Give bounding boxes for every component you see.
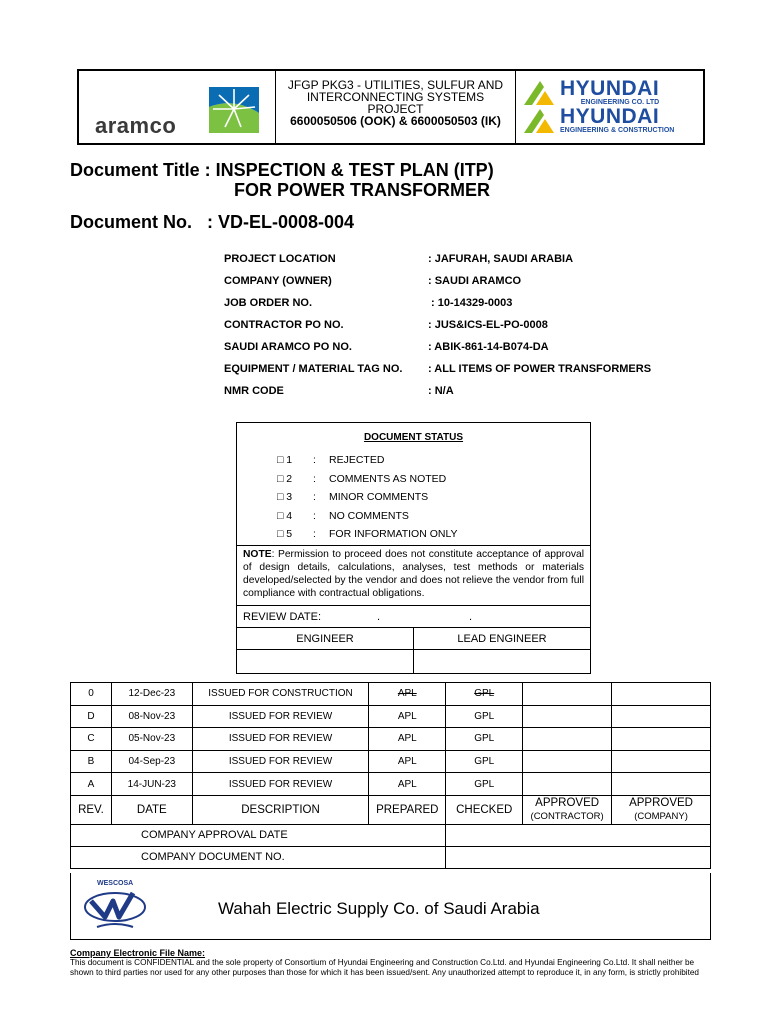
info-row: SAUDI ARAMCO PO NO. : ABIK-861-14-B074-DA (224, 341, 549, 353)
note-text: : Permission to proceed does not constitute acceptance of approval of design details, calculations, analyses, test methods or materials developed/selected by the vendor and does not relieve the vendor from full compliance with contractual obligations. (243, 549, 584, 599)
hyundai-construction-logo: HYUNDAI ENGINEERING & CONSTRUCTION (524, 107, 674, 134)
status-options (277, 451, 590, 544)
review-date-row (237, 605, 590, 627)
review-date-label: REVIEW DATE: (243, 610, 322, 623)
status-option-minor-comments[interactable]: □ 3 : MINOR COMMENTS (277, 491, 429, 504)
checkbox-icon[interactable]: □ 4 (277, 509, 293, 522)
document-number: Document No. : VD-EL-0008-004 (70, 212, 355, 232)
hyundai-triangle-icon (524, 79, 556, 105)
vendor-block (70, 873, 711, 940)
revision-table (70, 682, 711, 869)
table-row: C 05-Nov-23 ISSUED FOR REVIEW APL GPL (71, 728, 711, 751)
document-title (70, 160, 494, 200)
company-document-no-label: COMPANY DOCUMENT NO. (71, 846, 446, 868)
review-date-separator: . (469, 610, 473, 623)
project-title-cell (276, 71, 516, 143)
signature-row (237, 627, 590, 674)
company-approval-date-value[interactable] (446, 824, 711, 846)
wescosa-wordmark: WESCOSA (97, 880, 134, 887)
checkbox-icon[interactable]: □ 1 (277, 454, 293, 467)
info-row: COMPANY (OWNER) : SAUDI ARAMCO (224, 275, 522, 287)
company-document-no-row (71, 846, 711, 868)
status-option-comments-as-noted[interactable]: □ 2 : COMMENTS AS NOTED (277, 472, 447, 485)
confidentiality-footer (70, 948, 710, 978)
project-line-4: 6600050506 (OOK) & 6600050503 (IK) (290, 114, 501, 128)
hyundai-triangle-icon (524, 107, 556, 133)
review-date-separator: . (377, 610, 381, 623)
table-row: B 04-Sep-23 ISSUED FOR REVIEW APL GPL (71, 750, 711, 773)
document-status-box (236, 422, 591, 674)
project-line-1: JFGP PKG3 - UTILITIES, SULFUR AND (287, 78, 504, 92)
table-row: 0 12-Dec-23 ISSUED FOR CONSTRUCTION APL GPL (71, 683, 711, 706)
status-option-rejected[interactable]: □ 1 : REJECTED (277, 454, 385, 467)
project-info-list (224, 248, 651, 402)
table-row: A 14-JUN-23 ISSUED FOR REVIEW APL GPL (71, 773, 711, 796)
project-line-3: PROJECT (367, 102, 424, 116)
table-header-row: REV. DATE DESCRIPTION PREPARED CHECKED APPROVED (CONTRACTOR) APPROVED (COMPANY) (71, 795, 711, 824)
table-row: D 08-Nov-23 ISSUED FOR REVIEW APL GPL (71, 705, 711, 728)
company-document-no-value[interactable] (446, 846, 711, 868)
engineer-column (237, 628, 414, 674)
info-row: CONTRACTOR PO NO. : JUS&ICS-EL-PO-0008 (224, 319, 548, 331)
aramco-star-icon (209, 87, 259, 133)
lead-engineer-signature-field[interactable] (414, 650, 590, 674)
status-option-for-information-only[interactable]: □ 5 : FOR INFORMATION ONLY (277, 528, 458, 541)
document-header (77, 69, 705, 145)
confidentiality-text: This document is CONFIDENTIAL and the sole property of Consortium of Hyundai Engineering and Construction Co.Ltd. and Hyundai Engineering Co.Ltd. It shall neither be shown to third parties nor used for any other purposes than those for which it has been issued/sent. Any unauthorized attempt to reproduce it, in any form, is strictly prohibited (70, 958, 699, 977)
checked-signature: GPL (474, 688, 495, 700)
company-approval-date-row (71, 824, 711, 846)
status-option-no-comments[interactable]: □ 4 : NO COMMENTS (277, 509, 409, 522)
engineer-signature-field[interactable] (237, 650, 413, 674)
engineer-label: ENGINEER (237, 628, 413, 650)
hyundai-logo-cell (516, 71, 703, 143)
file-name-label: Company Electronic File Name: (70, 948, 206, 958)
prepared-signature: APL (397, 688, 417, 700)
checkbox-icon[interactable]: □ 5 (277, 528, 293, 541)
wescosa-logo-icon (83, 887, 147, 931)
info-row: EQUIPMENT / MATERIAL TAG NO. : ALL ITEMS OF POWER TRANSFORMERS (224, 363, 652, 375)
aramco-wordmark: aramco (95, 113, 177, 138)
info-row: PROJECT LOCATION : JAFURAH, SAUDI ARABIA (224, 253, 574, 265)
company-approval-date-label: COMPANY APPROVAL DATE (71, 824, 446, 846)
status-note (237, 545, 590, 605)
document-title-line-1: Document Title : INSPECTION & TEST PLAN (ITP) (70, 160, 494, 180)
aramco-logo-cell (79, 71, 276, 143)
checkbox-icon[interactable]: □ 3 (277, 491, 293, 504)
info-row: JOB ORDER NO. : 10-14329-0003 (224, 297, 513, 309)
checkbox-icon[interactable]: □ 2 (277, 472, 293, 485)
hyundai-engineering-logo: HYUNDAI ENGINEERING CO. LTD (524, 79, 659, 106)
lead-engineer-label: LEAD ENGINEER (414, 628, 590, 650)
document-title-line-2: FOR POWER TRANSFORMER (234, 180, 490, 200)
info-row: NMR CODE : N/A (224, 385, 454, 397)
project-line-2: INTERCONNECTING SYSTEMS (306, 90, 485, 104)
lead-engineer-column (414, 628, 590, 674)
note-label: NOTE (243, 549, 272, 560)
document-status-title: DOCUMENT STATUS (363, 432, 464, 443)
vendor-name: Wahah Electric Supply Co. of Saudi Arabia (218, 899, 540, 918)
